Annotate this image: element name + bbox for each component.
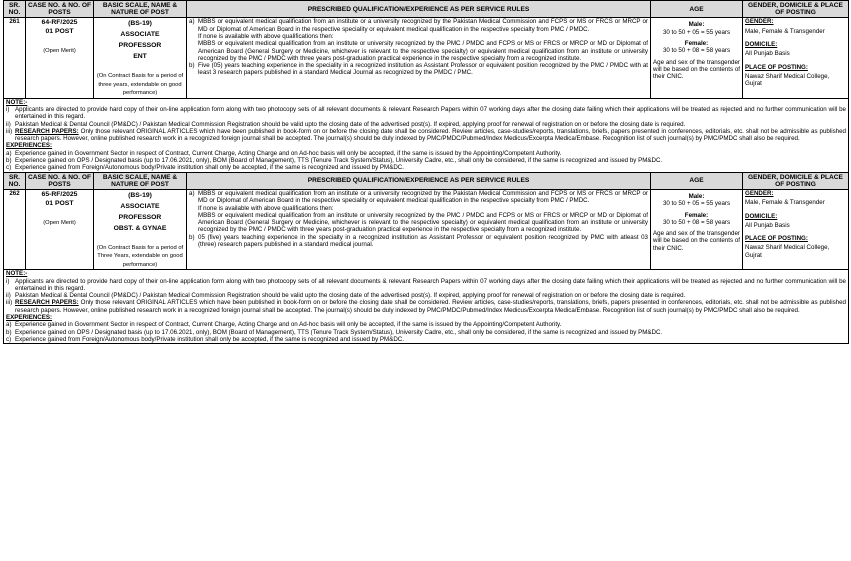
transgender-note: Age and sex of the transgender will be based on the contents of their CNIC. [653, 58, 740, 81]
male-heading: Male: [688, 21, 705, 29]
post-title-line2: PROFESSOR [118, 214, 162, 221]
note-i: Applicants are directed to provide hard copy of their on-line application form along with two photocopy sets of all relevant documents & relevant Research Papers within 07 working days after the closing date failing which their applications will be treated as rejected and no further communication will be entertained in this regard. [15, 277, 846, 292]
experience-a: Experience gained in Government Sector in respect of Contract, Current Charge, Acting Charge and on Ad-hoc basis will only be accepted, if the same is issued by the Appointing/Competent Authority. [15, 321, 562, 329]
qualification-a: MBBS or equivalent medical qualification from an institute or a university recognized by the Pakistan Medical Commission and FCPS or MS or FRCS or MRCP or MD or Diplomat of American Board in the respective speciality or equivalent medical qualification in the respective specialty from PMC / PMDC. [198, 190, 648, 205]
experience-c: Experience gained from Foreign/Autonomous body/Private institution shall only be accepted, if the same is recognized and issued by PM&DC. [15, 164, 404, 172]
table-header-row [4, 1, 849, 18]
specialty: OBST. & GYNAE [113, 225, 167, 232]
qualification-alt: MBBS or equivalent medical qualification from an institute or university recognized by the PMC / PMDC and FCPS or MS or FRCS or MRCP or MD or Diplomat of American Board (General Surgery or Medicine, whichever is relevant to the respective specialty) or equivalent medical qualification from an institute or university recognized by the PMC / PMDC with three years post-graduation practical experience in the respective specialty from a recognized institute. [198, 211, 648, 234]
header-gender: GENDER, DOMICILE & PLACE OF POSTING [743, 1, 849, 18]
qualification-a: MBBS or equivalent medical qualification from an institute or a university recognized by the Pakistan Medical Commission and FCPS or MS or FRCS or MRCP or MD or Diplomat of American Board in the respective speciality or equivalent medical qualification in the respective specialty from PMC / PMDC. [198, 18, 648, 33]
post-table [3, 0, 849, 344]
scale-cell [94, 190, 187, 270]
domicile-value: All Punjab Basis [745, 50, 790, 58]
header-gender: GENDER, DOMICILE & PLACE OF POSTING [743, 172, 849, 189]
post-title-line1: ASSOCIATE [120, 31, 160, 39]
sr-number: 262 [4, 190, 26, 270]
note-title: NOTE:- [6, 98, 28, 106]
header-qualification: PRESCRIBED QUALIFICATION/EXPERIENCE AS PER SERVICE RULES [187, 172, 651, 189]
header-sr: SR. NO. [4, 172, 26, 189]
age-cell [651, 18, 743, 98]
domicile-value: All Punjab Basis [745, 221, 790, 229]
posting-heading: PLACE OF POSTING: [745, 63, 808, 71]
case-cell [26, 190, 94, 270]
research-heading: RESEARCH PAPERS: [15, 127, 79, 135]
note-ii: Pakistan Medical & Dental Council (PM&DC) / Pakistan Medical Commission Registration should be valid upto the closing date of the advertised post(s). If expired, applying proof for renewal of registration on or before the closing date is required. [15, 120, 686, 128]
notes-cell: NOTE:- i) Applicants are directed to provide hard copy of their on-line application form along with two photocopy sets of all relevant documents & relevant Research Papers within 07 working days after the closing date failing which their applications will be treated as rejected and no further communication will be entertained in this regard. ii) Pakistan Medical & Dental Council (PM&DC) / Pakistan Medical Commission Registration should be valid upto the closing date of the advertised post(s). If expired, applying proof for renewal of registration on or before the closing date is required. iii) RESEARCH PAPERS: Only those relevant ORIGINAL ARTICLES which have been published in book-form on or before the closing date shall be considered. Review articles, case-studies/reports, translations, briefs, papers presented in conferences, editorials, etc. shall not be admissible as published research papers. However, online published research work in a recognized foreign journal shall be accepted. The journal(s) should be duly indexed by PMC/PMDC/Pubmed/Index Medicus/Excerpta Medica/Embase. Recognition list of such journal(s) by PMC/PMDC shall also be required. EXPERIENCES: a) Experience gained in Government Sector in respect of Contract, Current Charge, Acting Charge and on Ad-hoc basis will only be accepted, if the same is issued by the Appointing/Competent Authority. b) Experience gained on OPS / Designated basis (up to 17.06.2021, only), BOM (Board of Management), TTS (Tenure Track System/Status), University Cadre, etc., shall only be considered, if the same is recognized and issued by PM&DC. c) Experience gained from Foreign/Autonomous body/Private institution shall only be accepted, if the same is recognized and issued by PM&DC. [4, 270, 849, 344]
male-heading: Male: [688, 193, 705, 200]
gender-cell [743, 18, 849, 98]
experiences-heading: EXPERIENCES: [6, 314, 53, 321]
experience-b: Experience gained on OPS / Designated basis (up to 17.06.2021, only), BOM (Board of Management), TTS (Tenure Track System/Status), University Cadre, etc., shall only be considered, if the same is recognized and issued by PM&DC. [15, 157, 663, 164]
pay-scale: (BS-19) [128, 192, 152, 199]
posting-value: Nawaz Sharif Medical College, Gujrat [745, 72, 830, 88]
gender-cell [743, 190, 849, 270]
specialty: ENT [133, 53, 147, 61]
research-heading: RESEARCH PAPERS: [15, 299, 79, 307]
merit-type: (Open Merit) [43, 48, 76, 55]
contract-terms: (On Contract Basis for a period of Three Years, extendable on good performance) [96, 245, 184, 268]
post-title-line1: ASSOCIATE [120, 203, 160, 210]
merit-type: (Open Merit) [43, 220, 76, 226]
female-age: 30 to 50 + 08 = 58 years [662, 47, 731, 55]
qualification-cell: a) MBBS or equivalent medical qualification from an institute or a university recognized by the Pakistan Medical Commission and FCPS or MS or FRCS or MRCP or MD or Diplomat of American Board in the respective speciality or equivalent medical qualification in the respective specialty from PMC / PMDC. If none is available with above qualifications then: MBBS or equivalent medical qualification from an institute or university recognized by the PMC / PMDC and FCPS or MS or FRCS or MRCP or MD or Diplomat of American Board (General Surgery or Medicine, whichever is relevant to the respective specialty) or equivalent medical qualification from an institute or university recognized by the PMC / PMDC with three years post-graduation practical experience in the respective specialty from a recognized institute. b) 05 (five) years teaching experience in the specialty in a recognized institution as Assistant Professor or equivalent position recognized by PMC with atleast 03 (three) research papers published in a standard medical journal. [187, 190, 651, 270]
note-iii: Only those relevant ORIGINAL ARTICLES which have been published in book-form on or before the closing date shall be considered. Review articles, case-studies/reports, translations, briefs, papers presented in conferences, editorials, etc. shall not be admissible as published research papers. However, online published research work in a recognized foreign journal shall be accepted. The journal(s) should be duly indexed by PMC/PMDC/Pubmed/Index Medicus/Excerpta Medica/Embase. Recognition list of such journal(s) by PMC/PMDC shall also be required. [15, 299, 846, 314]
experience-b: Experience gained on OPS / Designated basis (up to 17.06.2021, only), BOM (Board of Management), TTS (Tenure Track System/Status), University Cadre, etc., shall only be considered, if the same is recognized and issued by PM&DC. [15, 328, 663, 336]
female-heading: Female: [684, 40, 709, 47]
qualification-none: If none is available with above qualifications then: [198, 33, 334, 40]
posting-value: Nawaz Sharif Medical College, Gujrat [745, 244, 830, 259]
domicile-heading: DOMICILE: [745, 41, 778, 48]
scale-cell [94, 18, 187, 98]
gender-heading: GENDER: [745, 190, 774, 197]
qualification-b: Five (05) years teaching experience in the speciality in a recognized institution as Assistant Professor or equivalent position recognized by the PMC / PMDC with at least 3 research papers published in a standard Medical Journal as recognized by the PMDC / PMC. [198, 62, 648, 77]
header-age: AGE [651, 1, 743, 18]
qualification-none: If none is available with above qualifications then: [198, 204, 334, 212]
notes-cell: NOTE:- i) Applicants are directed to provide hard copy of their on-line application form along with two photocopy sets of all relevant documents & relevant Research Papers within 07 working days after the closing date failing which their applications will be treated as rejected and no further communication will be entertained in this regard. ii) Pakistan Medical & Dental Council (PM&DC) / Pakistan Medical Commission Registration should be valid upto the closing date of the advertised post(s). If expired, applying proof for renewal of registration on or before the closing date is required. iii) RESEARCH PAPERS: Only those relevant ORIGINAL ARTICLES which have been published in book-form on or before the closing date shall be considered. Review articles, case-studies/reports, translations, briefs, papers presented in conferences, editorials, etc. shall not be admissible as published research papers. However, online published research work in a recognized foreign journal shall be accepted. The journal(s) should be duly indexed by PMC/PMDC/Pubmed/Index Medicus/Excerpta Medica/Embase. Recognition list of such journal(s) by PMC/PMDC shall also be required. EXPERIENCES: a) Experience gained in Government Sector in respect of Contract, Current Charge, Acting Charge and on Ad-hoc basis will only be accepted, if the same is issued by the Appointing/Competent Authority. b) Experience gained on OPS / Designated basis (up to 17.06.2021, only), BOM (Board of Management), TTS (Tenure Track System/Status), University Cadre, etc., shall only be considered, if the same is recognized and issued by PM&DC. c) Experience gained from Foreign/Autonomous body/Private institution shall only be accepted, if the same is recognized and issued by PM&DC. [4, 98, 849, 172]
age-cell [651, 190, 743, 270]
table-header-row [4, 172, 849, 189]
pay-scale: (BS-19) [128, 20, 152, 28]
female-age: 30 to 50 + 08 = 58 years [662, 218, 731, 226]
male-age: 30 to 50 + 05 = 55 years [662, 200, 731, 208]
gender-heading: GENDER: [745, 18, 774, 26]
header-case: CASE NO. & NO. OF POSTS [26, 1, 94, 18]
qualification-cell: a) MBBS or equivalent medical qualification from an institute or a university recognized by the Pakistan Medical Commission and FCPS or MS or FRCS or MRCP or MD or Diplomat of American Board in the respective speciality or equivalent medical qualification in the respective specialty from PMC / PMDC. If none is available with above qualifications then: MBBS or equivalent medical qualification from an institute or university recognized by the PMC / PMDC and FCPS or MS or FRCS or MRCP or MD or Diplomat of American Board (General Surgery or Medicine, whichever is relevant to the respective specialty) or equivalent medical qualification from an institute or university recognized by the PMC / PMDC with three years post-graduation practical experience in the respective specialty from a recognized institute. b) Five (05) years teaching experience in the speciality in a recognized institution as Assistant Professor or equivalent position recognized by the PMC / PMDC with at least 3 research papers published in a standard Medical Journal as recognized by the PMDC / PMC. [187, 18, 651, 98]
contract-terms: (On Contract Basis for a period of three years, extendable on good performance) [96, 73, 184, 97]
case-number: 64-RF/2025 [41, 19, 78, 27]
qualification-alt: MBBS or equivalent medical qualification from an institute or university recognized by the PMC / PMDC and FCPS or MS or FRCS or MRCP or MD or Diplomat of American Board (General Surgery or Medicine, whichever is relevant to the respective specialty) or equivalent medical qualification from an institute or university recognized by the PMC / PMDC with three years post-graduation practical experience in the respective specialty from a recognized institute. [198, 40, 648, 62]
experiences-heading: EXPERIENCES: [6, 142, 53, 150]
note-i: Applicants are directed to provide hard copy of their on-line application form along with two photocopy sets of all relevant documents & relevant Research Papers within 07 working days after the closing date failing which their applications will be treated as rejected and no further communication will be entertained in this regard. [15, 105, 846, 121]
domicile-heading: DOMICILE: [745, 212, 778, 220]
qualification-b: 05 (five) years teaching experience in the specialty in a recognized institution as Assistant Professor or equivalent position recognized by PMC with atleast 03 (three) research papers published in a standard medical journal. [198, 233, 648, 249]
notes-row [4, 98, 849, 172]
header-sr: SR. NO. [4, 1, 26, 18]
post-row [4, 18, 849, 98]
post-count: 01 POST [45, 28, 74, 36]
gender-value: Male, Female & Transgender [745, 199, 825, 207]
gender-value: Male, Female & Transgender [745, 27, 825, 35]
advertisement-page [3, 0, 848, 344]
header-scale: BASIC SCALE, NAME & NATURE OF POST [94, 1, 187, 18]
note-title: NOTE:- [6, 270, 28, 278]
posting-heading: PLACE OF POSTING: [745, 235, 808, 243]
header-case: CASE NO. & NO. OF POSTS [26, 172, 94, 189]
case-number: 65-RF/2025 [41, 191, 78, 198]
header-scale: BASIC SCALE, NAME & NATURE OF POST [94, 172, 187, 189]
header-qualification: PRESCRIBED QUALIFICATION/EXPERIENCE AS PER SERVICE RULES [187, 1, 651, 18]
transgender-note: Age and sex of the transgender will be based on the contents of their CNIC. [653, 230, 740, 252]
female-heading: Female: [684, 211, 709, 219]
note-iii: Only those relevant ORIGINAL ARTICLES which have been published in book-form on or before the closing date shall be considered. Review articles, case-studies/reports, translations, briefs, papers presented in conferences, editorials, etc. shall not be admissible as published research papers. However, online published research work in a recognized foreign journal shall be accepted. The journal(s) should be duly indexed by PMC/PMDC/Pubmed/Index Medicus/Excerpta Medica/Embase. Recognition list of such journal(s) by PMC/PMDC shall also be required. [15, 127, 846, 143]
header-age: AGE [651, 172, 743, 189]
post-title-line2: PROFESSOR [118, 42, 162, 50]
post-row [4, 190, 849, 270]
experience-a: Experience gained in Government Sector in respect of Contract, Current Charge, Acting Charge and on Ad-hoc basis will only be accepted, if the same is issued by the Appointing/Competent Authority. [15, 149, 562, 157]
sr-number: 261 [4, 18, 26, 98]
note-ii: Pakistan Medical & Dental Council (PM&DC) / Pakistan Medical Commission Registration should be valid upto the closing date of the advertised post(s). If expired, applying proof for renewal of registration on or before the closing date is required. [15, 292, 686, 300]
notes-row [4, 270, 849, 344]
experience-c: Experience gained from Foreign/Autonomous body/Private institution shall only be accepted, if the same is recognized and issued by PM&DC. [15, 335, 404, 343]
male-age: 30 to 50 + 05 = 55 years [662, 28, 731, 36]
case-cell [26, 18, 94, 98]
post-count: 01 POST [45, 200, 74, 207]
